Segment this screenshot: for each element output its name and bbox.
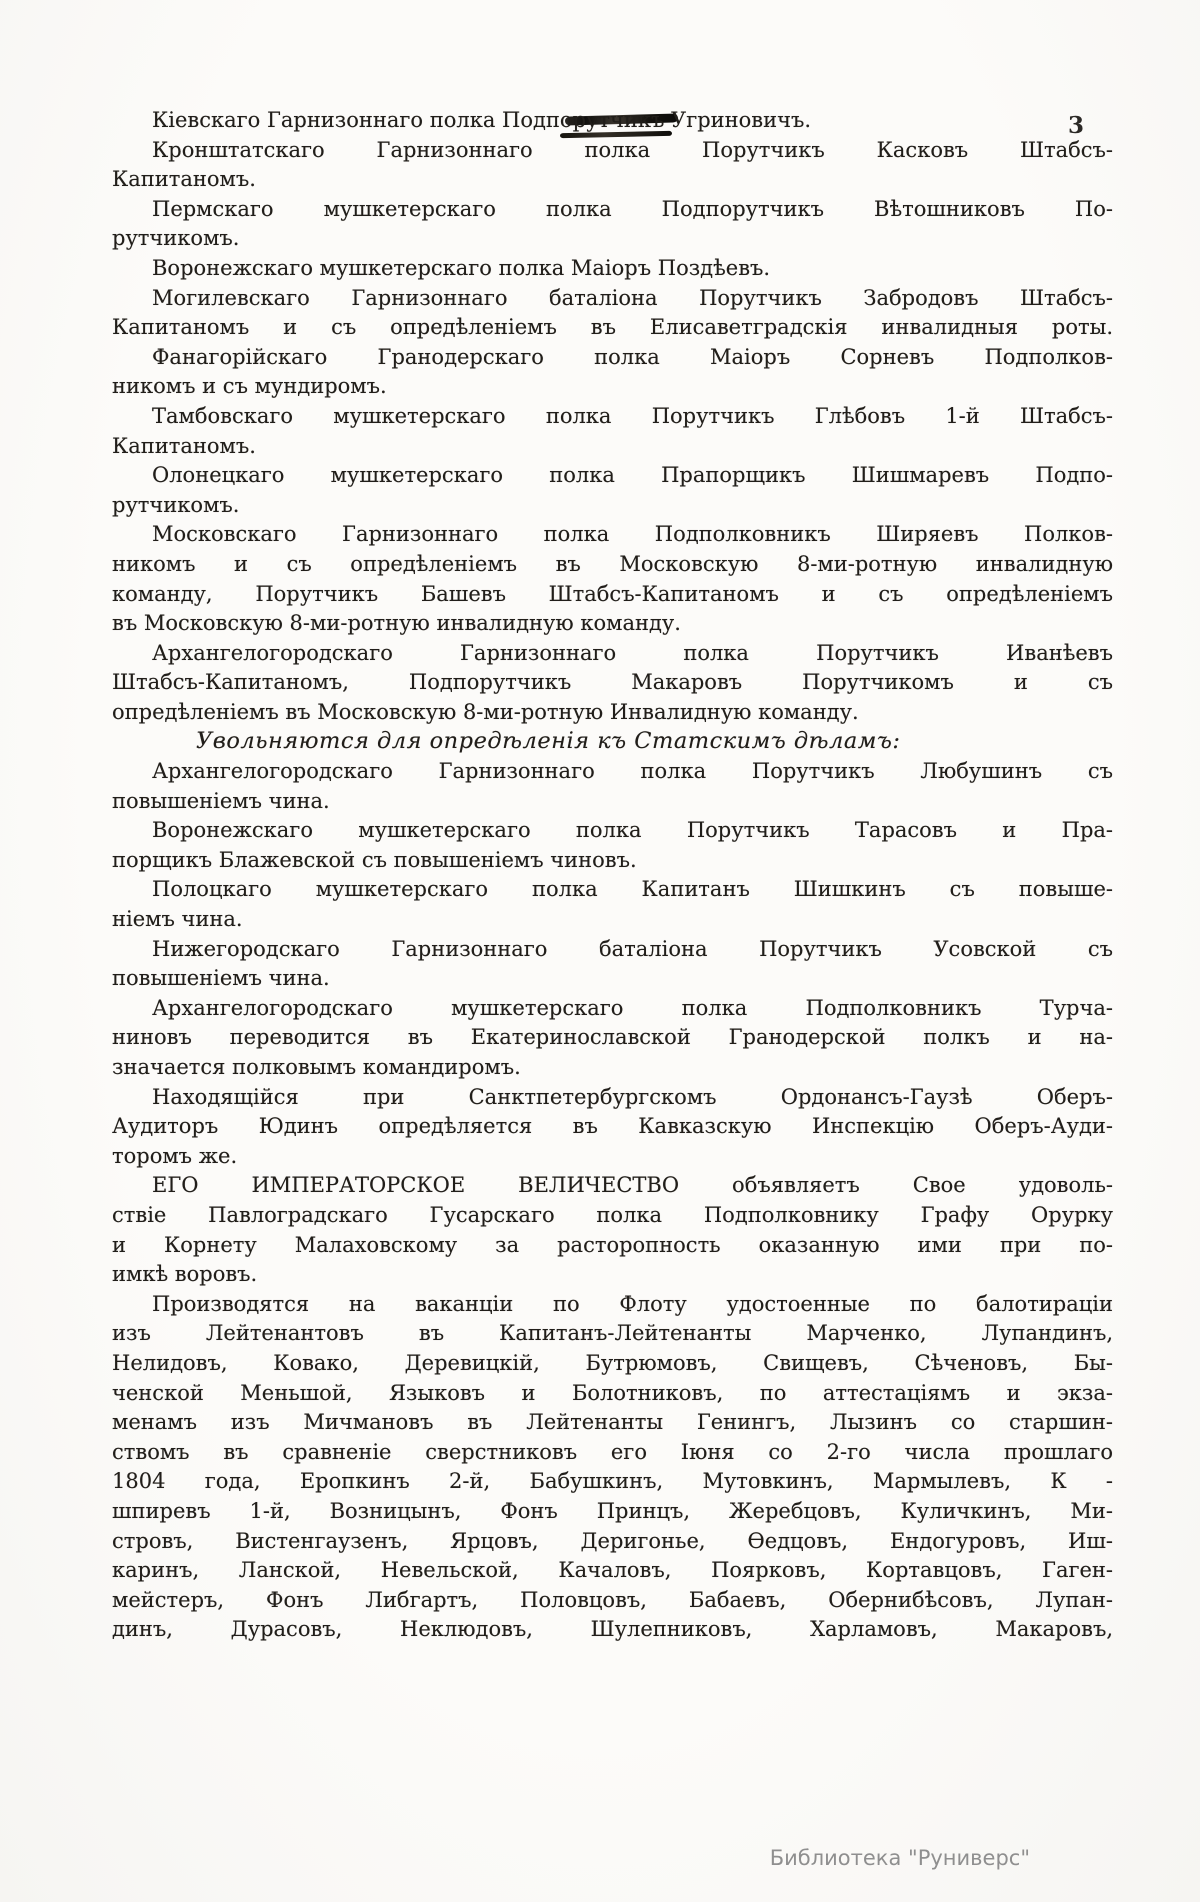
text-line: и Корнету Малаховскому за расторопность оказанную ими при по-	[112, 1232, 1113, 1257]
order-paragraph	[112, 816, 1113, 875]
text-line: ченской Меньшой, Языковъ и Болотниковъ, по аттестаціямъ и экза-	[112, 1380, 1113, 1405]
text-block	[112, 106, 1113, 1645]
text-line: Архангелогородскаго Гарнизоннаго полка Порутчикъ Иванѣевъ	[152, 640, 1113, 665]
text-line: динъ, Дурасовъ, Неклюдовъ, Шулепниковъ, Харламовъ, Макаровъ,	[112, 1617, 1113, 1642]
order-paragraph	[112, 1290, 1113, 1645]
text-line: опредѣленіемъ въ Московскую 8-ми-ротную Инвалидную команду.	[112, 699, 859, 724]
text-line: команду, Порутчикъ Башевъ Штабсъ-Капитаномъ и съ опредѣленіемъ	[112, 581, 1113, 606]
text-line: Находящійся при Санктпетербургскомъ Ордонансъ-Гаузѣ Оберъ-	[152, 1084, 1113, 1109]
order-paragraph	[112, 875, 1113, 934]
text-line: стровъ, Вистенгаузенъ, Ярцовъ, Деригонье, Ѳедцовъ, Ендогуровъ, Иш-	[112, 1528, 1113, 1553]
text-line: повышеніемъ чина.	[112, 788, 330, 813]
text-line: Производятся на ваканціи по Флоту удостоенные по балотираціи	[152, 1291, 1113, 1316]
page-number: 3	[1068, 112, 1086, 139]
text-line: Воронежскаго мушкетерскаго полка Маіоръ Поздѣевъ.	[152, 255, 771, 280]
text-line: Увольняются для опредѣленія къ Статскимъ дѣламъ:	[196, 728, 901, 755]
order-paragraph	[112, 1083, 1113, 1172]
text-line: изъ Лейтенантовъ въ Капитанъ-Лейтенанты Марченко, Лупандинъ,	[112, 1321, 1113, 1346]
text-line: 1804 года, Еропкинъ 2-й, Бабушкинъ, Мутовкинъ, Мармылевъ, К -	[112, 1469, 1113, 1494]
order-paragraph	[112, 136, 1113, 195]
text-line: ствіе Павлоградскаго Гусарскаго полка Подполковнику Графу Орурку	[112, 1202, 1113, 1227]
order-paragraph	[112, 994, 1113, 1083]
text-line: менамъ изъ Мичмановъ въ Лейтенанты Генингъ, Лызинъ со старшин-	[112, 1410, 1113, 1435]
text-line: торомъ же.	[112, 1143, 238, 1168]
text-line: Воронежскаго мушкетерскаго полка Порутчикъ Тарасовъ и Пра-	[152, 818, 1113, 843]
text-line: имкѣ воровъ.	[112, 1262, 258, 1287]
text-line: рутчикомъ.	[112, 492, 240, 517]
order-paragraph	[112, 935, 1113, 994]
order-paragraph	[112, 757, 1113, 816]
text-line: значается полковымъ командиромъ.	[112, 1055, 521, 1079]
order-paragraph	[112, 639, 1113, 728]
text-line: Полоцкаго мушкетерскаго полка Капитанъ Шишкинъ съ повыше-	[152, 877, 1113, 902]
text-line: Пермскаго мушкетерскаго полка Подпорутчикъ Вѣтошниковъ По-	[152, 196, 1113, 221]
text-line: ниновъ переводится въ Екатеринославской Гранодерской полкъ и на-	[112, 1025, 1113, 1050]
text-line: каринъ, Ланской, Невельской, Качаловъ, Поярковъ, Кортавцовъ, Гаген-	[112, 1558, 1113, 1583]
text-line: Архангелогородскаго Гарнизоннаго полка Порутчикъ Любушинъ съ	[152, 759, 1113, 784]
order-paragraph	[112, 343, 1113, 402]
text-line: ЕГО ИМПЕРАТОРСКОЕ ВЕЛИЧЕСТВО объявляетъ Свое удоволь-	[152, 1173, 1113, 1198]
text-line: порщикъ Блажевской съ повышеніемъ чиновъ.	[112, 847, 637, 872]
text-line: никомъ и съ опредѣленіемъ въ Московскую 8-ми-ротную инвалидную	[112, 551, 1113, 576]
text-line: Кронштатскаго Гарнизоннаго полка Порутчикъ Касковъ Штабсъ-	[152, 137, 1113, 162]
text-line: Нижегородскаго Гарнизоннаго баталіона Порутчикъ Усовской съ	[152, 936, 1113, 961]
order-paragraph	[112, 284, 1113, 343]
text-line: Штабсъ-Капитаномъ, Подпорутчикъ Макаровъ Порутчикомъ и съ	[112, 670, 1113, 695]
text-line: рутчикомъ.	[112, 226, 240, 251]
text-line: Кіевскаго Гарнизоннаго полка Подпорутчикъ Угриновичъ.	[152, 108, 812, 132]
text-line: Капитаномъ и съ опредѣленіемъ въ Елисаветградскія инвалидныя роты.	[112, 315, 1113, 340]
text-line: повышеніемъ чина.	[112, 966, 330, 991]
order-paragraph	[112, 461, 1113, 520]
text-line: Фанагорійскаго Гранодерскаго полка Маіоръ Сорневъ Подполков-	[152, 344, 1113, 369]
order-paragraph	[112, 106, 1113, 136]
text-line: ніемъ чина.	[112, 907, 243, 932]
order-paragraph	[112, 402, 1113, 461]
text-line: Капитаномъ.	[112, 167, 256, 192]
text-line: Московскаго Гарнизоннаго полка Подполковникъ Ширяевъ Полков-	[152, 522, 1113, 547]
text-line: ствомъ въ сравненіе сверстниковъ его Іюня со 2-го числа прошлаго	[112, 1439, 1113, 1464]
text-line: Архангелогородскаго мушкетерскаго полка Подполковникъ Турча-	[152, 995, 1113, 1020]
order-paragraph	[112, 254, 1113, 284]
order-paragraph	[112, 195, 1113, 254]
text-line: Аудиторъ Юдинъ опредѣляется въ Кавказскую Инспекцію Оберъ-Ауди-	[112, 1114, 1113, 1139]
text-line: шпиревъ 1-й, Возницынъ, Фонъ Принцъ, Жеребцовъ, Куличкинъ, Ми-	[112, 1498, 1113, 1523]
text-line: Олонецкаго мушкетерскаго полка Прапорщикъ Шишмаревъ Подпо-	[152, 463, 1113, 488]
text-line: Капитаномъ.	[112, 433, 256, 458]
text-line: никомъ и съ мундиромъ.	[112, 374, 387, 399]
order-paragraph	[112, 520, 1113, 638]
text-line: Могилевскаго Гарнизоннаго баталіона Порутчикъ Забродовъ Штабсъ-	[152, 285, 1113, 310]
section-heading	[112, 727, 1113, 757]
text-line: Тамбовскаго мушкетерскаго полка Порутчикъ Глѣбовъ 1-й Штабсъ-	[152, 403, 1113, 428]
text-line: мейстеръ, Фонъ Либгартъ, Половцовъ, Бабаевъ, Обернибѣсовъ, Лупан-	[112, 1587, 1113, 1612]
library-watermark: Библиотека "Руниверс"	[769, 1846, 1030, 1870]
text-line: въ Московскую 8-ми-ротную инвалидную команду.	[112, 611, 681, 636]
order-paragraph	[112, 1171, 1113, 1289]
text-line: Нелидовъ, Ковако, Деревицкій, Бутрюмовъ, Свищевъ, Сѣченовъ, Бы-	[112, 1350, 1113, 1375]
